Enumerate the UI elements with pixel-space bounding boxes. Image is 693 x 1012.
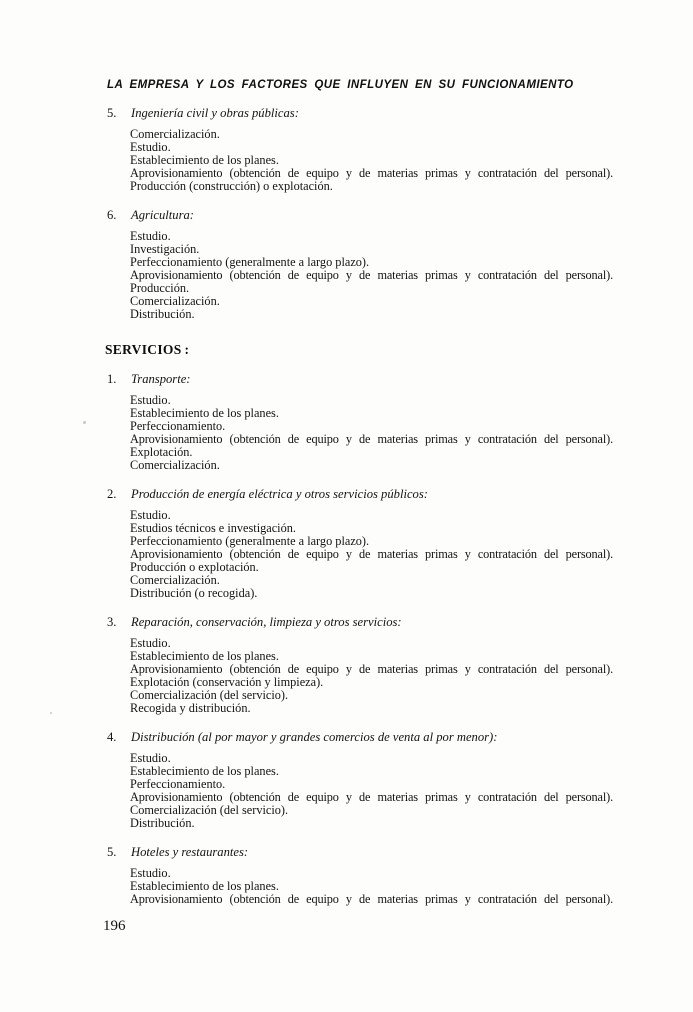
item-title: Distribución (al por mayor y grandes comercios de venta al por menor): xyxy=(131,730,498,744)
list-line: Estudio. xyxy=(130,636,171,650)
list-line: Perfeccionamiento. xyxy=(130,777,226,791)
group-heading: SERVICIOS : xyxy=(105,342,190,357)
item-heading xyxy=(105,208,613,222)
list-line: Producción o explotación. xyxy=(130,560,259,574)
item-number: 5. xyxy=(107,845,117,859)
list-line: Explotación. xyxy=(130,445,193,459)
item-heading xyxy=(105,106,613,120)
item-lines xyxy=(130,509,613,600)
list-line: Investigación. xyxy=(130,242,200,256)
item-heading xyxy=(105,487,613,501)
list-line: Comercialización (del servicio). xyxy=(130,688,289,702)
list-line: Comercialización (del servicio). xyxy=(130,803,289,817)
item-number: 5. xyxy=(107,106,117,120)
list-line: Distribución. xyxy=(130,816,195,830)
page-number: 196 xyxy=(103,918,126,934)
item-lines xyxy=(130,752,613,830)
list-line: Estudios técnicos e investigación. xyxy=(130,521,296,535)
item-heading xyxy=(105,845,613,859)
list-line: Recogida y distribución. xyxy=(130,701,251,715)
item-number: 2. xyxy=(107,487,117,501)
list-line: Producción (construcción) o explotación. xyxy=(130,179,333,193)
item-number: 1. xyxy=(107,372,117,386)
list-line: Producción. xyxy=(130,281,190,295)
item-number: 4. xyxy=(107,730,117,744)
list-line: Estudio. xyxy=(130,508,171,522)
item-title: Reparación, conservación, limpieza y otros servicios: xyxy=(131,615,402,629)
numbered-item xyxy=(105,730,613,830)
item-title: Transporte: xyxy=(131,372,191,386)
numbered-item xyxy=(105,106,613,193)
list-line: Establecimiento de los planes. xyxy=(130,153,279,167)
list-line: Distribución. xyxy=(130,307,195,321)
list-line: Perfeccionamiento (generalmente a largo plazo). xyxy=(130,255,370,269)
item-title: Hoteles y restaurantes: xyxy=(131,845,249,859)
item-lines xyxy=(130,394,613,472)
list-line: Perfeccionamiento. xyxy=(130,419,226,433)
list-line: Aprovisionamiento (obtención de equipo y de materias primas y contratación del personal). xyxy=(130,892,613,906)
list-line: Comercialización. xyxy=(130,573,220,587)
list-line: Estudio. xyxy=(130,229,171,243)
numbered-item xyxy=(105,615,613,715)
list-line: Comercialización. xyxy=(130,127,220,141)
list-line: Comercialización. xyxy=(130,458,220,472)
list-line: Perfeccionamiento (generalmente a largo plazo). xyxy=(130,534,370,548)
list-line: Establecimiento de los planes. xyxy=(130,406,279,420)
list-line: Establecimiento de los planes. xyxy=(130,764,279,778)
item-heading xyxy=(105,615,613,629)
list-line: Establecimiento de los planes. xyxy=(130,879,279,893)
list-line: Estudio. xyxy=(130,393,171,407)
list-line: Aprovisionamiento (obtención de equipo y de materias primas y contratación del personal). xyxy=(130,268,613,282)
list-line: Estudio. xyxy=(130,140,171,154)
running-head: LA EMPRESA Y LOS FACTORES QUE INFLUYEN EN SU FUNCIONAMIENTO xyxy=(107,79,574,91)
numbered-item xyxy=(105,487,613,600)
item-lines xyxy=(130,128,613,193)
numbered-item xyxy=(105,208,613,321)
sections-container xyxy=(105,106,613,906)
list-line: Aprovisionamiento (obtención de equipo y de materias primas y contratación del personal). xyxy=(130,432,613,446)
numbered-item xyxy=(105,845,613,906)
item-number: 6. xyxy=(107,208,117,222)
item-heading xyxy=(105,730,613,744)
list-line: Comercialización. xyxy=(130,294,220,308)
list-line: Aprovisionamiento (obtención de equipo y de materias primas y contratación del personal). xyxy=(130,547,613,561)
scan-artifact xyxy=(50,712,52,714)
list-line: Explotación (conservación y limpieza). xyxy=(130,675,324,689)
list-line: Estudio. xyxy=(130,866,171,880)
list-line: Estudio. xyxy=(130,751,171,765)
item-title: Ingeniería civil y obras públicas: xyxy=(131,106,299,120)
item-lines xyxy=(130,637,613,715)
page-content xyxy=(105,79,613,934)
item-title: Agricultura: xyxy=(131,208,194,222)
item-number: 3. xyxy=(107,615,117,629)
scan-artifact xyxy=(83,421,86,424)
list-line: Aprovisionamiento (obtención de equipo y de materias primas y contratación del personal). xyxy=(130,790,613,804)
list-line: Establecimiento de los planes. xyxy=(130,649,279,663)
list-line: Aprovisionamiento (obtención de equipo y de materias primas y contratación del personal). xyxy=(130,166,613,180)
item-lines xyxy=(130,867,613,906)
numbered-item xyxy=(105,372,613,472)
item-heading xyxy=(105,372,613,386)
list-line: Distribución (o recogida). xyxy=(130,586,258,600)
item-lines xyxy=(130,230,613,321)
list-line: Aprovisionamiento (obtención de equipo y de materias primas y contratación del personal). xyxy=(130,662,613,676)
item-title: Producción de energía eléctrica y otros servicios públicos: xyxy=(131,487,428,501)
